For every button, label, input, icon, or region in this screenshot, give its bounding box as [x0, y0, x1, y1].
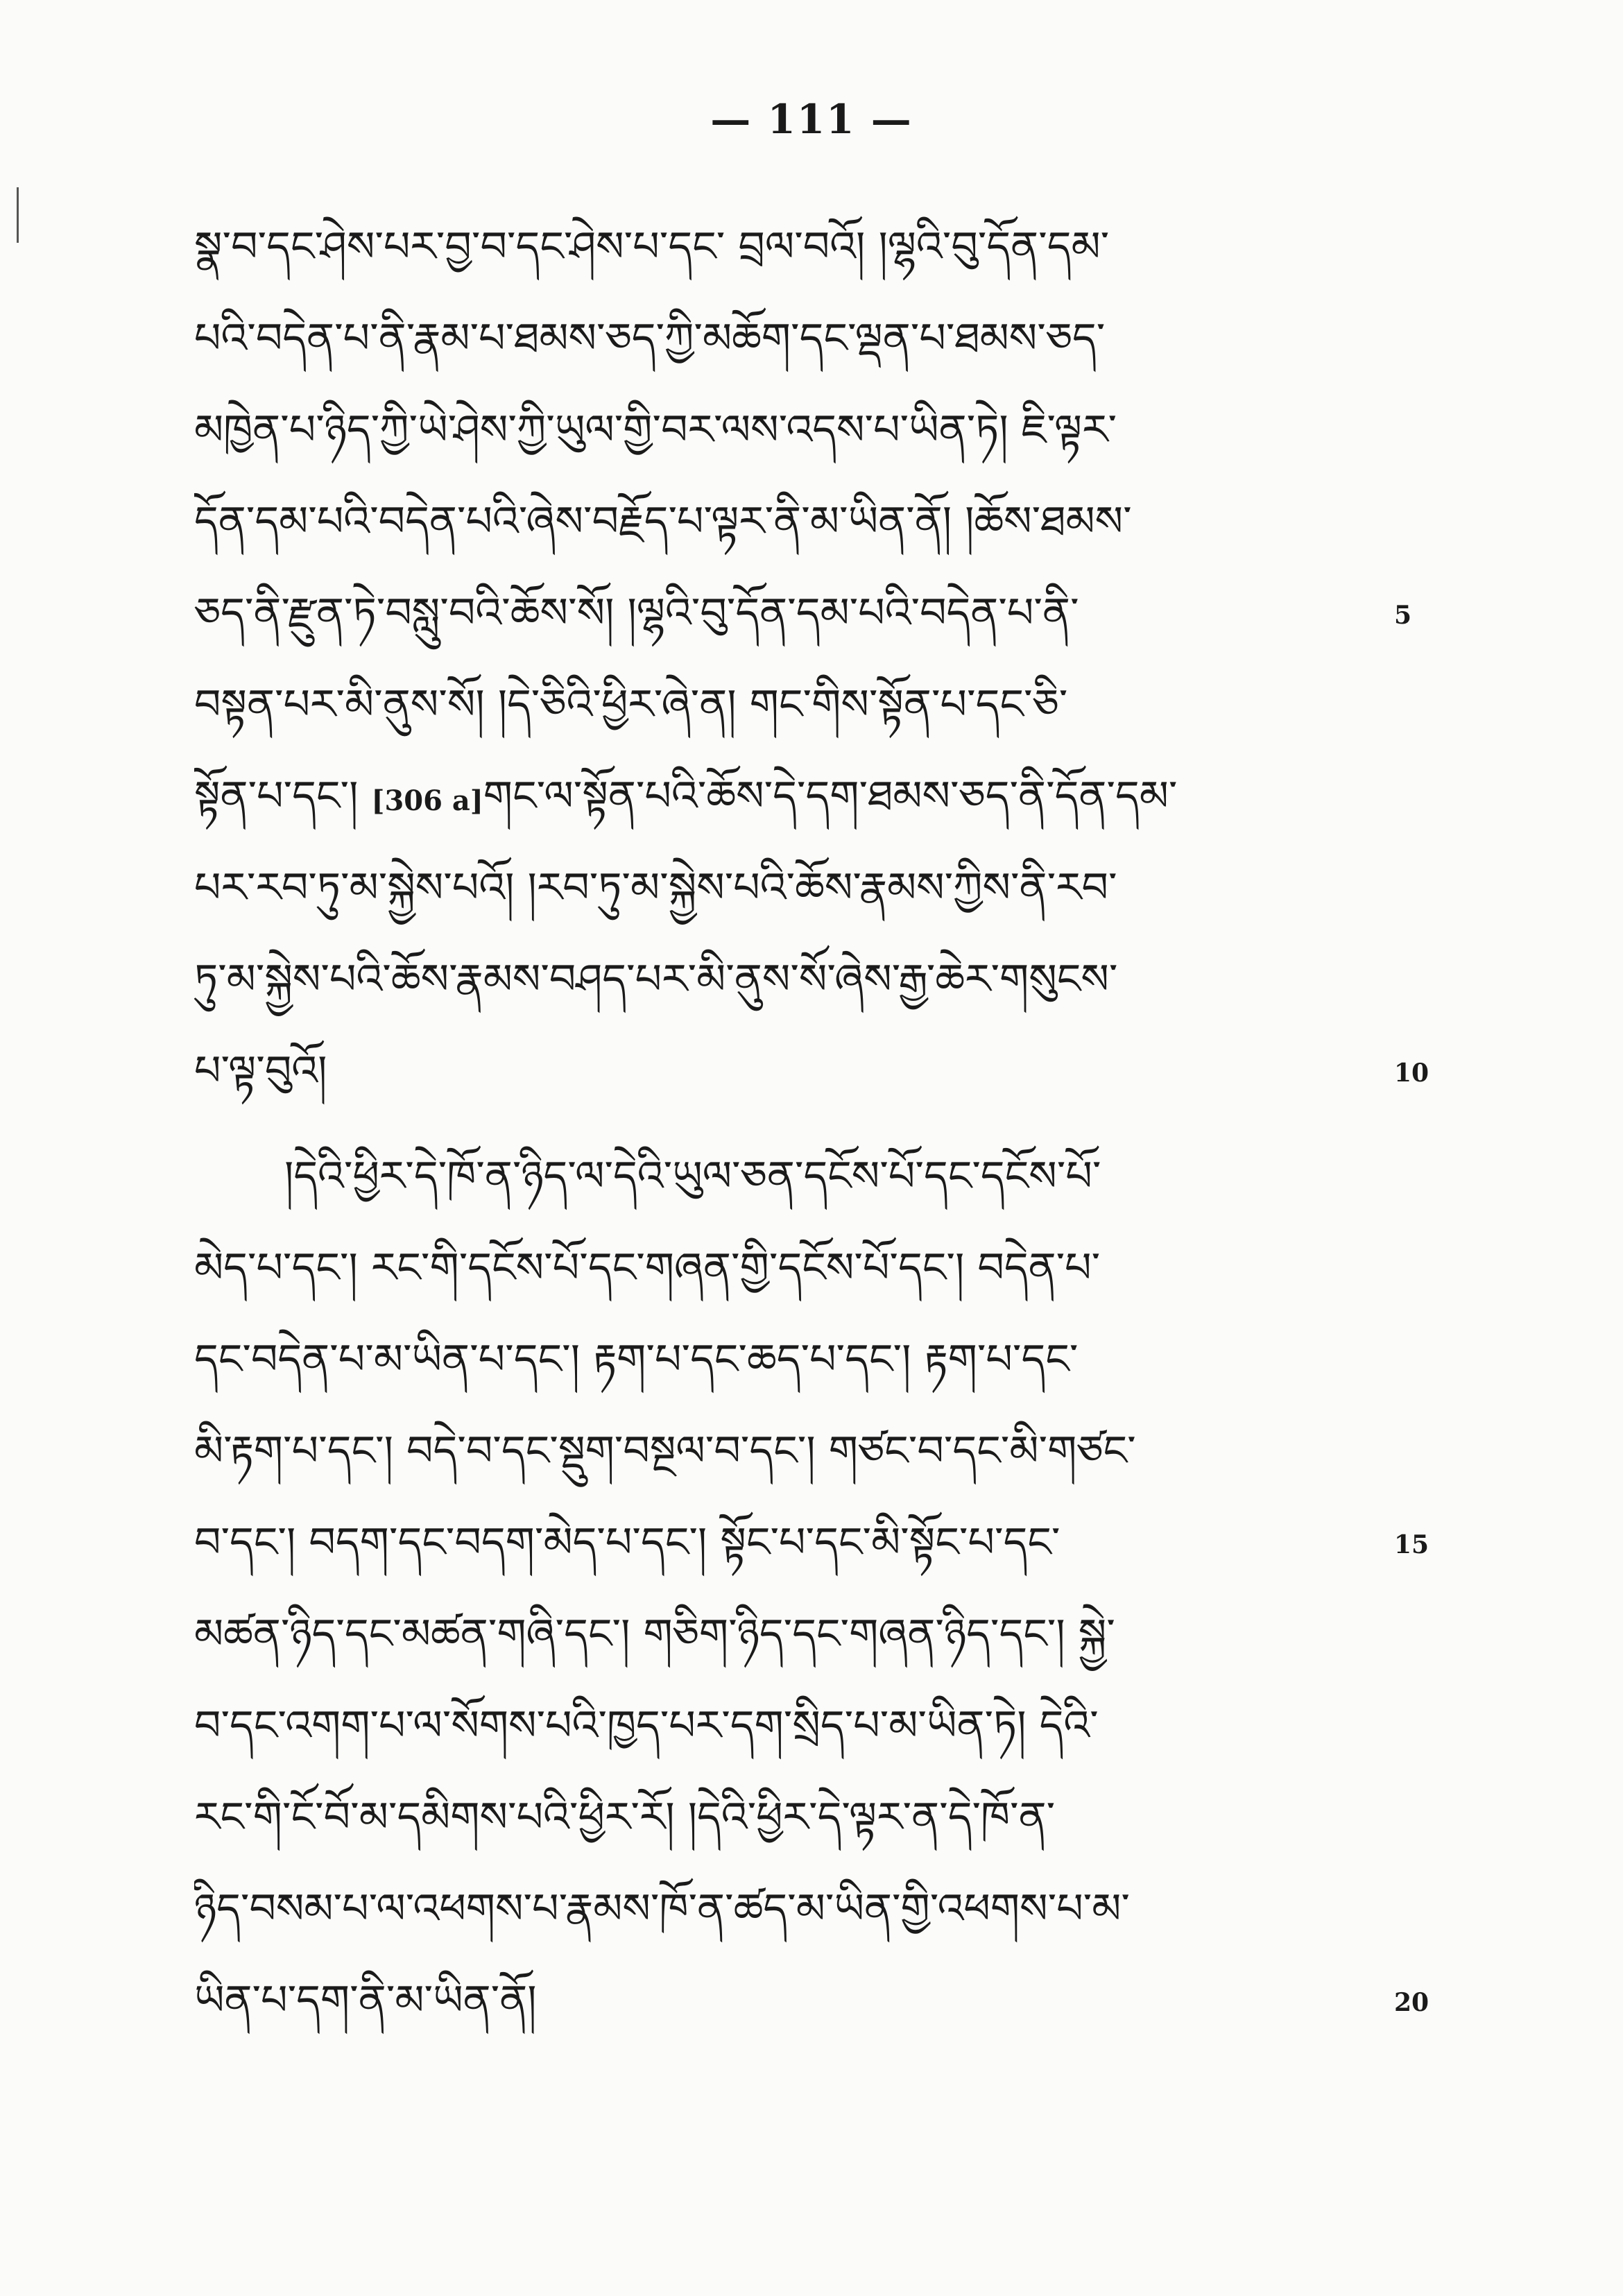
line-number-20: 20 — [1394, 1988, 1429, 2017]
text-line-8: པར་རབ་ཏུ་མ་སྐྱེས་པའོ། །རབ་ཏུ་མ་སྐྱེས་པའི་ཆོས་རྣམས་ཀྱིས་ནི་རབ་ — [194, 864, 1117, 912]
folio-reference: [306 a] — [371, 785, 483, 817]
text-line-14: མི་རྟག་པ་དང་། བདེ་བ་དང་སྡུག་བསྔལ་བ་དང་། གཙང་བ་དང་མི་གཙང་ — [194, 1427, 1136, 1475]
text-line-3: མཁྱེན་པ་ཉིད་ཀྱི་ཡེ་ཤེས་ཀྱི་ཡུལ་གྱི་བར་ལས་འདས་པ་ཡིན་ཏེ། ཇི་ལྟར་ — [194, 406, 1117, 454]
text-line-13: དང་བདེན་པ་མ་ཡིན་པ་དང་། རྟག་པ་དང་ཆད་པ་དང་། རྟག་པ་དང་ — [194, 1335, 1079, 1384]
text-line-11: །དེའི་ཕྱིར་དེ་ཁོ་ན་ཉིད་ལ་དེའི་ཡུལ་ཅན་དངོས་པོ་དང་དངོས་པོ་ — [284, 1152, 1101, 1201]
scan-margin-mark — [17, 187, 19, 243]
page-number: — 111 — — [710, 96, 913, 143]
line-number-15: 15 — [1394, 1530, 1429, 1559]
text-line-7-end: གང་ལ་སྟོན་པའི་ཆོས་དེ་དག་ཐམས་ཅད་ནི་དོན་དམ་ — [483, 772, 1178, 821]
text-line-2: པའི་བདེན་པ་ནི་རྣམ་པ་ཐམས་ཅད་ཀྱི་མཆོག་དང་ལྡན་པ་ཐམས་ཅད་ — [194, 314, 1106, 363]
text-line-10: པ་ལྟ་བུའོ། — [194, 1047, 327, 1095]
text-line-5: ཅད་ནི་རྫུན་ཏེ་བསླུ་བའི་ཆོས་སོ། །ལྷའི་བུ་དོན་དམ་པའི་བདེན་པ་ནི་ — [194, 589, 1079, 637]
text-line-18: རང་གི་ངོ་བོ་མ་དམིགས་པའི་ཕྱིར་རོ། །དེའི་ཕྱིར་དེ་ལྟར་ན་དེ་ཁོ་ན་ — [194, 1793, 1056, 1842]
line-number-10: 10 — [1394, 1059, 1429, 1088]
text-line-12: མེད་པ་དང་། རང་གི་དངོས་པོ་དང་གཞན་གྱི་དངོས་པོ་དང་། བདེན་པ་ — [194, 1244, 1101, 1292]
text-line-6: བསྟན་པར་མི་ནུས་སོ། །དེ་ཅིའི་ཕྱིར་ཞེ་ན། གང་གིས་སྟོན་པ་དང་ཅི་ — [194, 680, 1068, 729]
text-line-7 — [194, 751, 1429, 842]
body-text — [194, 201, 1429, 2046]
text-line-16: མཚན་ཉིད་དང་མཚན་གཞི་དང་། གཅིག་ཉིད་དང་གཞན་ཉིད་དང་། སྐྱེ་ — [194, 1610, 1115, 1659]
text-line-20: ཡིན་པ་དག་ནི་མ་ཡིན་ནོ། — [194, 1976, 537, 2025]
text-line-17: བ་དང་འགག་པ་ལ་སོགས་པའི་ཁྱད་པར་དག་སྲིད་པ་མ་ཡིན་ཏེ། དེའི་ — [194, 1702, 1099, 1750]
text-line-7-start: སྟོན་པ་དང་། — [194, 772, 372, 821]
text-line-19: ཉིད་བསམ་པ་ལ་འཕགས་པ་རྣམས་ཁོ་ན་ཚད་མ་ཡིན་གྱི་འཕགས་པ་མ་ — [194, 1885, 1130, 1933]
text-line-15: བ་དང་། བདག་དང་བདག་མེད་པ་དང་། སྟོང་པ་དང་མི་སྟོང་པ་དང་ — [194, 1518, 1060, 1567]
text-line-4: དོན་དམ་པའི་བདེན་པའི་ཞེས་བརྗོད་པ་ལྟར་ནི་མ་ཡིན་ནོ། །ཆོས་ཐམས་ — [194, 497, 1132, 546]
line-number-5: 5 — [1394, 601, 1412, 630]
text-line-1: སྣ་བ་དང་ཤེས་པར་བྱ་བ་དང་ཤེས་པ་དང་ བྲལ་བའོ། །ལྷའི་བུ་དོན་དམ་ — [194, 223, 1110, 271]
text-line-9: ཏུ་མ་སྐྱེས་པའི་ཆོས་རྣམས་བཤད་པར་མི་ནུས་སོ་ཞེས་རྒྱ་ཆེར་གསུངས་ — [194, 955, 1118, 1004]
